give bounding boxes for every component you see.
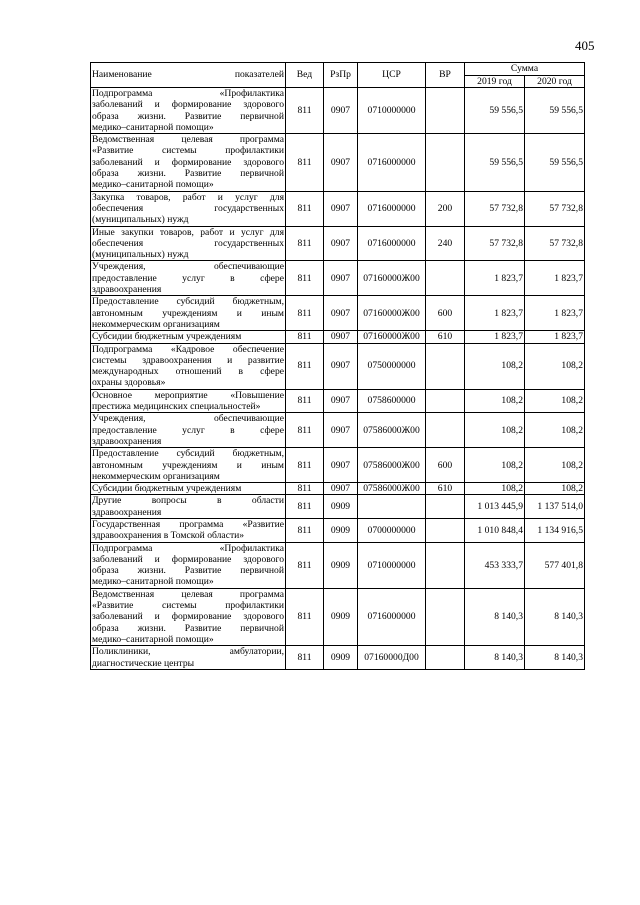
row-name-line: предоставление услуг в сфере bbox=[92, 272, 284, 284]
table-row bbox=[91, 646, 585, 670]
row-name-line: здравоохранения bbox=[92, 506, 162, 518]
row-rzpr: 0907 bbox=[324, 226, 358, 261]
row-csr: 07586000Ж00 bbox=[358, 448, 426, 483]
row-sum-2020: 108,2 bbox=[525, 483, 585, 495]
row-sum-2019: 453 333,7 bbox=[465, 542, 525, 588]
row-ved: 811 bbox=[286, 448, 324, 483]
row-name-line: системы здравоохранения и развитие bbox=[92, 354, 284, 366]
row-name-line: международных отношений в сфере bbox=[92, 366, 284, 378]
table-row bbox=[91, 191, 585, 226]
row-name-line: «Развитие системы профилактики bbox=[92, 145, 284, 157]
row-name-line: заболеваний и формирование здорового bbox=[92, 611, 284, 623]
table-row bbox=[91, 413, 585, 448]
header-sum: Сумма bbox=[465, 63, 585, 76]
row-rzpr: 0907 bbox=[324, 261, 358, 296]
row-csr bbox=[358, 495, 426, 519]
row-name-line: Ведомственная целевая программа bbox=[92, 588, 284, 600]
row-sum-2020: 577 401,8 bbox=[525, 542, 585, 588]
row-name bbox=[91, 343, 286, 389]
row-csr: 0716000000 bbox=[358, 191, 426, 226]
row-name-line: медико–санитарной помощи» bbox=[92, 633, 214, 645]
row-name bbox=[91, 646, 286, 670]
row-rzpr: 0907 bbox=[324, 343, 358, 389]
row-vr bbox=[426, 495, 465, 519]
row-name bbox=[91, 495, 286, 519]
row-sum-2019: 1 010 848,4 bbox=[465, 518, 525, 542]
row-rzpr: 0907 bbox=[324, 331, 358, 343]
row-name bbox=[91, 331, 286, 343]
row-rzpr: 0909 bbox=[324, 518, 358, 542]
row-name-line: образа жизни. Развитие первичной bbox=[92, 622, 284, 634]
table-row bbox=[91, 495, 585, 519]
header-2020: 2020 год bbox=[525, 75, 585, 88]
row-sum-2019: 108,2 bbox=[465, 448, 525, 483]
table-header-row bbox=[91, 63, 585, 76]
row-vr bbox=[426, 646, 465, 670]
row-name-line: заболеваний и формирование здорового bbox=[92, 99, 284, 111]
table-row bbox=[91, 518, 585, 542]
row-name-line: здравоохранения bbox=[92, 435, 162, 447]
row-sum-2020: 1 823,7 bbox=[525, 331, 585, 343]
row-ved: 811 bbox=[286, 88, 324, 134]
row-name-line: заболеваний и формирование здорового bbox=[92, 156, 284, 168]
row-rzpr: 0907 bbox=[324, 413, 358, 448]
row-ved: 811 bbox=[286, 261, 324, 296]
table-row bbox=[91, 483, 585, 495]
row-name bbox=[91, 134, 286, 191]
row-name-line: Закупка товаров, работ и услуг для bbox=[92, 191, 284, 203]
row-name bbox=[91, 226, 286, 261]
row-vr bbox=[426, 518, 465, 542]
row-vr: 610 bbox=[426, 331, 465, 343]
row-vr bbox=[426, 261, 465, 296]
row-name-line: автономным учреждениям и иным bbox=[92, 459, 284, 471]
row-rzpr: 0909 bbox=[324, 495, 358, 519]
row-sum-2019: 1 823,7 bbox=[465, 296, 525, 331]
table-row bbox=[91, 88, 585, 134]
row-sum-2020: 108,2 bbox=[525, 389, 585, 413]
row-sum-2020: 108,2 bbox=[525, 343, 585, 389]
row-name-line: диагностические центры bbox=[92, 657, 195, 669]
row-sum-2020: 108,2 bbox=[525, 448, 585, 483]
row-rzpr: 0907 bbox=[324, 296, 358, 331]
table-row bbox=[91, 542, 585, 588]
row-ved: 811 bbox=[286, 343, 324, 389]
row-csr: 0700000000 bbox=[358, 518, 426, 542]
row-name-line: Подпрограмма «Кадровое обеспечение bbox=[92, 343, 284, 355]
row-sum-2020: 59 556,5 bbox=[525, 88, 585, 134]
row-ved: 811 bbox=[286, 588, 324, 645]
table-row bbox=[91, 261, 585, 296]
row-ved: 811 bbox=[286, 518, 324, 542]
row-ved: 811 bbox=[286, 483, 324, 495]
table-row bbox=[91, 296, 585, 331]
row-ved: 811 bbox=[286, 413, 324, 448]
row-sum-2019: 108,2 bbox=[465, 413, 525, 448]
row-csr: 0716000000 bbox=[358, 588, 426, 645]
table-row bbox=[91, 134, 585, 191]
row-name bbox=[91, 483, 286, 495]
row-ved: 811 bbox=[286, 226, 324, 261]
header-ved: Вед bbox=[286, 63, 324, 88]
row-sum-2019: 108,2 bbox=[465, 389, 525, 413]
row-name-line: Учреждения, обеспечивающие bbox=[92, 413, 284, 425]
row-name bbox=[91, 448, 286, 483]
row-csr: 0750000000 bbox=[358, 343, 426, 389]
row-sum-2020: 1 823,7 bbox=[525, 261, 585, 296]
row-sum-2020: 1 134 916,5 bbox=[525, 518, 585, 542]
row-name-line: некоммерческим организациям bbox=[92, 470, 220, 482]
row-ved: 811 bbox=[286, 646, 324, 670]
row-sum-2020: 108,2 bbox=[525, 413, 585, 448]
page-number: 405 bbox=[575, 38, 595, 53]
row-name-line: обеспечения государственных bbox=[92, 202, 284, 214]
table-row bbox=[91, 448, 585, 483]
row-vr: 200 bbox=[426, 191, 465, 226]
row-rzpr: 0907 bbox=[324, 191, 358, 226]
row-name-line: образа жизни. Развитие первичной bbox=[92, 168, 284, 180]
row-name-line: здравоохранения в Томской области» bbox=[92, 530, 245, 542]
row-csr: 0716000000 bbox=[358, 226, 426, 261]
row-vr bbox=[426, 88, 465, 134]
row-name-line: Субсидии бюджетным учреждениям bbox=[92, 483, 242, 495]
row-name-line: охраны здоровья» bbox=[92, 377, 166, 389]
row-name-line: (муниципальных) нужд bbox=[92, 214, 189, 226]
row-name-line: Иные закупки товаров, работ и услуг для bbox=[92, 226, 284, 238]
row-rzpr: 0909 bbox=[324, 646, 358, 670]
row-vr bbox=[426, 542, 465, 588]
row-sum-2019: 59 556,5 bbox=[465, 88, 525, 134]
row-ved: 811 bbox=[286, 542, 324, 588]
row-name-line: медико–санитарной помощи» bbox=[92, 576, 214, 588]
row-ved: 811 bbox=[286, 495, 324, 519]
row-name bbox=[91, 261, 286, 296]
row-name bbox=[91, 389, 286, 413]
row-name-line: «Развитие системы профилактики bbox=[92, 600, 284, 612]
row-csr: 07586000Ж00 bbox=[358, 413, 426, 448]
row-sum-2019: 108,2 bbox=[465, 483, 525, 495]
table-row bbox=[91, 226, 585, 261]
row-name-line: Подпрограмма «Профилактика bbox=[92, 542, 284, 554]
header-vr: ВР bbox=[426, 63, 465, 88]
row-name-line: Ведомственная целевая программа bbox=[92, 134, 284, 146]
row-name bbox=[91, 296, 286, 331]
row-ved: 811 bbox=[286, 191, 324, 226]
row-sum-2020: 1 823,7 bbox=[525, 296, 585, 331]
row-vr bbox=[426, 389, 465, 413]
row-name-line: престижа медицинских специальностей» bbox=[92, 401, 261, 413]
row-name-line: образа жизни. Развитие первичной bbox=[92, 565, 284, 577]
row-name-line: Поликлиники, амбулатории, bbox=[92, 646, 284, 658]
header-csr: ЦСР bbox=[358, 63, 426, 88]
row-vr: 600 bbox=[426, 296, 465, 331]
row-csr: 0758600000 bbox=[358, 389, 426, 413]
row-csr: 07160000Ж00 bbox=[358, 296, 426, 331]
row-name-line: некоммерческим организациям bbox=[92, 318, 220, 330]
row-name-line: Основное мероприятие «Повышение bbox=[92, 389, 284, 401]
row-sum-2020: 8 140,3 bbox=[525, 646, 585, 670]
row-vr bbox=[426, 134, 465, 191]
row-name-line: образа жизни. Развитие первичной bbox=[92, 110, 284, 122]
table-row bbox=[91, 331, 585, 343]
row-csr: 0710000000 bbox=[358, 542, 426, 588]
table-body bbox=[91, 88, 585, 670]
row-sum-2020: 1 137 514,0 bbox=[525, 495, 585, 519]
row-rzpr: 0907 bbox=[324, 483, 358, 495]
row-ved: 811 bbox=[286, 296, 324, 331]
row-rzpr: 0909 bbox=[324, 588, 358, 645]
row-name-line: заболеваний и формирование здорового bbox=[92, 553, 284, 565]
row-name-line: предоставление услуг в сфере bbox=[92, 424, 284, 436]
row-name-line: обеспечения государственных bbox=[92, 237, 284, 249]
row-name-line: (муниципальных) нужд bbox=[92, 249, 189, 261]
row-sum-2019: 8 140,3 bbox=[465, 588, 525, 645]
row-sum-2019: 59 556,5 bbox=[465, 134, 525, 191]
row-csr: 0710000000 bbox=[358, 88, 426, 134]
row-rzpr: 0909 bbox=[324, 542, 358, 588]
row-sum-2019: 1 823,7 bbox=[465, 331, 525, 343]
row-sum-2019: 1 013 445,9 bbox=[465, 495, 525, 519]
row-name bbox=[91, 88, 286, 134]
row-sum-2019: 8 140,3 bbox=[465, 646, 525, 670]
row-sum-2019: 57 732,8 bbox=[465, 226, 525, 261]
row-csr: 07160000Ж00 bbox=[358, 331, 426, 343]
row-name-line: здравоохранения bbox=[92, 284, 162, 296]
row-sum-2020: 8 140,3 bbox=[525, 588, 585, 645]
row-sum-2019: 108,2 bbox=[465, 343, 525, 389]
row-rzpr: 0907 bbox=[324, 134, 358, 191]
row-name bbox=[91, 542, 286, 588]
row-name-line: медико–санитарной помощи» bbox=[92, 121, 214, 133]
row-sum-2020: 57 732,8 bbox=[525, 226, 585, 261]
row-rzpr: 0907 bbox=[324, 448, 358, 483]
row-sum-2020: 57 732,8 bbox=[525, 191, 585, 226]
header-2019: 2019 год bbox=[465, 75, 525, 88]
table-row bbox=[91, 389, 585, 413]
row-csr: 07160000Д00 bbox=[358, 646, 426, 670]
header-name: Наименование показателей bbox=[91, 63, 286, 88]
row-name-line: Предоставление субсидий бюджетным, bbox=[92, 448, 284, 460]
row-rzpr: 0907 bbox=[324, 389, 358, 413]
row-vr: 600 bbox=[426, 448, 465, 483]
row-sum-2019: 1 823,7 bbox=[465, 261, 525, 296]
row-ved: 811 bbox=[286, 134, 324, 191]
row-name bbox=[91, 588, 286, 645]
row-sum-2020: 59 556,5 bbox=[525, 134, 585, 191]
row-vr: 610 bbox=[426, 483, 465, 495]
row-vr bbox=[426, 343, 465, 389]
row-name bbox=[91, 191, 286, 226]
row-sum-2019: 57 732,8 bbox=[465, 191, 525, 226]
row-csr: 0716000000 bbox=[358, 134, 426, 191]
row-name bbox=[91, 413, 286, 448]
row-name-line: Другие вопросы в области bbox=[92, 495, 284, 507]
row-csr: 07586000Ж00 bbox=[358, 483, 426, 495]
budget-table bbox=[90, 62, 585, 670]
table-row bbox=[91, 343, 585, 389]
row-vr bbox=[426, 413, 465, 448]
row-vr bbox=[426, 588, 465, 645]
row-name-line: Субсидии бюджетным учреждениям bbox=[92, 331, 242, 343]
row-rzpr: 0907 bbox=[324, 88, 358, 134]
header-rzpr: РзПр bbox=[324, 63, 358, 88]
row-name-line: медико–санитарной помощи» bbox=[92, 179, 214, 191]
row-ved: 811 bbox=[286, 331, 324, 343]
row-csr: 07160000Ж00 bbox=[358, 261, 426, 296]
row-name-line: Подпрограмма «Профилактика bbox=[92, 88, 284, 99]
row-ved: 811 bbox=[286, 389, 324, 413]
table-row bbox=[91, 588, 585, 645]
row-name-line: Предоставление субсидий бюджетным, bbox=[92, 296, 284, 308]
row-name-line: Учреждения, обеспечивающие bbox=[92, 261, 284, 273]
row-name-line: Государственная программа «Развитие bbox=[92, 518, 284, 530]
row-vr: 240 bbox=[426, 226, 465, 261]
row-name-line: автономным учреждениям и иным bbox=[92, 307, 284, 319]
row-name bbox=[91, 518, 286, 542]
